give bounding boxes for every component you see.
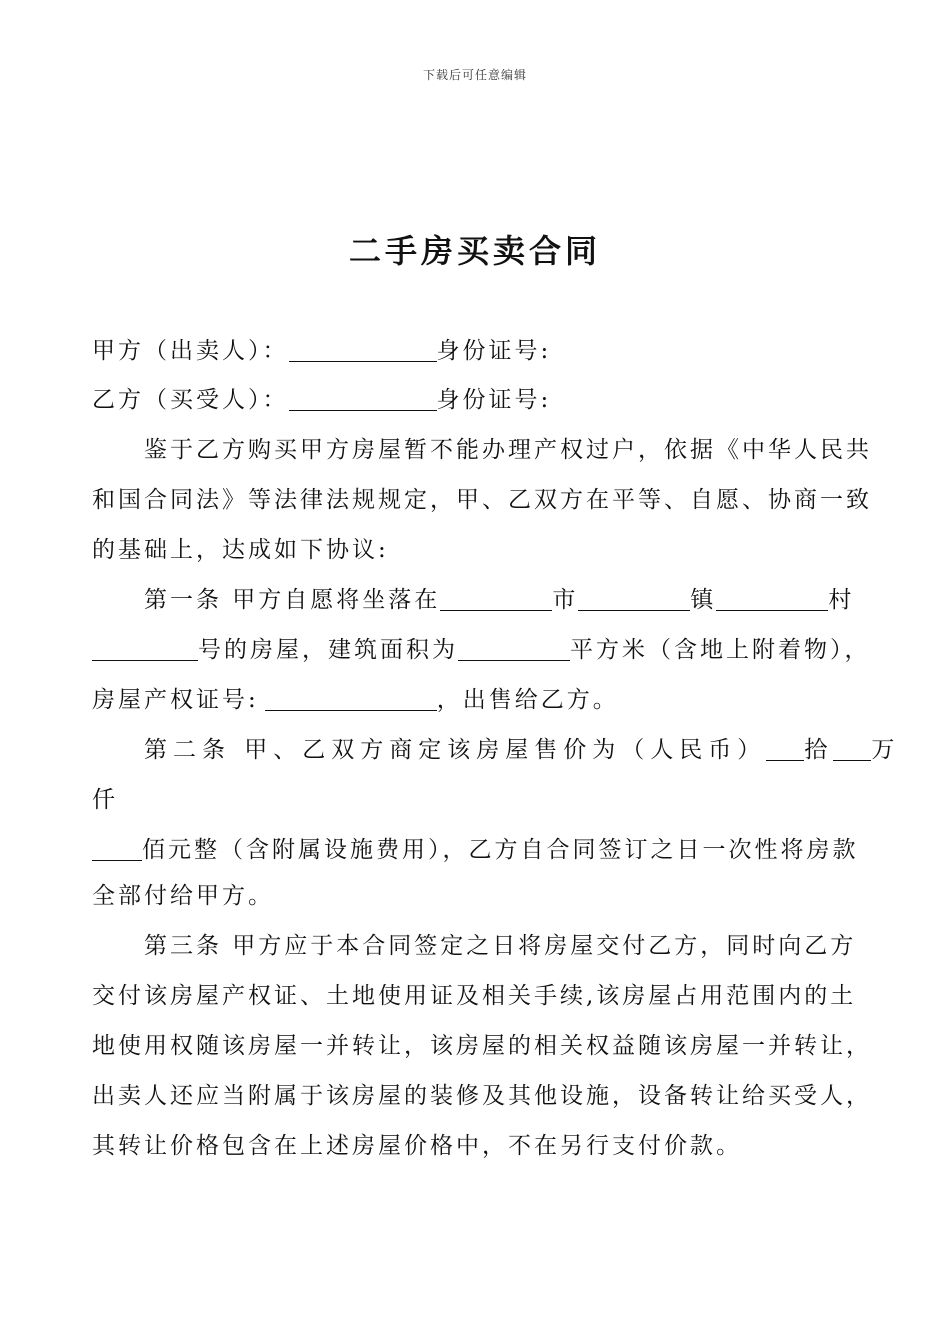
article2-line-2: [92, 780, 872, 820]
preamble-line-2: 和国合同法》等法律法规规定，甲、乙双方在平等、自愿、协商一致: [92, 487, 872, 513]
party-b-name-blank[interactable]: [289, 382, 437, 411]
party-a-name-blank[interactable]: [289, 333, 437, 362]
city-label: 市: [552, 587, 579, 613]
article2-line-1: [144, 730, 901, 770]
preamble-line-1: 鉴于乙方购买甲方房屋暂不能办理产权过户，依据《中华人民共: [144, 437, 872, 463]
price-shi-label: 拾: [804, 737, 834, 763]
party-a-line: [92, 331, 872, 371]
house-number-text: 号的房屋，建筑面积为: [198, 637, 458, 663]
article3-line-5: 其转让价格包含在上述房屋价格中，不在另行支付价款。: [92, 1133, 742, 1159]
party-b-id-label: 身份证号:: [436, 387, 552, 413]
preamble-line-3: 的基础上，达成如下协议:: [92, 537, 389, 563]
article3-line-1: 第三条 甲方应于本合同签定之日将房屋交付乙方，同时向乙方: [144, 933, 857, 959]
article1-line-1: [144, 580, 874, 620]
party-a-id-label: 身份证号:: [436, 338, 552, 364]
article3-line-3: 地使用权随该房屋一并转让，该房屋的相关权益随该房屋一并转让，: [92, 1033, 872, 1059]
price-wan-label: 万: [871, 737, 901, 763]
village-blank[interactable]: [716, 582, 828, 611]
city-blank[interactable]: [440, 582, 552, 611]
town-label: 镇: [690, 587, 717, 613]
price-bai-text: 佰元整（含附属设施费用），乙方自合同签订之日一次性将房款: [142, 837, 859, 863]
party-a-label: 甲方（出卖人）：: [92, 338, 289, 364]
document-title: 二手房买卖合同: [348, 232, 601, 270]
article2-line-4: 全部付给甲方。: [92, 883, 274, 909]
article1-intro: 第一条 甲方自愿将坐落在: [144, 587, 441, 613]
cert-number-blank[interactable]: [265, 682, 437, 711]
price-bai-blank[interactable]: [92, 832, 142, 861]
area-text: 平方米（含地上附着物），: [570, 637, 871, 663]
article3-line-2: 交付该房屋产权证、土地使用证及相关手续,该房屋占用范围内的土: [92, 983, 857, 1009]
price-qian-label: 仟: [92, 787, 118, 813]
price-wan-blank[interactable]: [833, 732, 871, 761]
header-note: 下载后可任意编辑: [422, 68, 527, 82]
article1-line-3: [92, 680, 872, 720]
article2-line-3: [92, 830, 872, 870]
article2-intro: 第二条 甲、乙双方商定该房屋售价为（人民币）: [144, 737, 767, 763]
article3-line-4: 出卖人还应当附属于该房屋的装修及其他设施，设备转让给买受人，: [92, 1083, 872, 1109]
party-b-line: [92, 380, 872, 420]
party-b-label: 乙方（买受人）：: [92, 387, 289, 413]
price-shi-blank[interactable]: [766, 732, 804, 761]
article1-line-2: [92, 630, 872, 670]
cert-label: 房屋产权证号:: [92, 687, 259, 713]
sold-text: ，出售给乙方。: [436, 687, 619, 713]
village-label: 村: [828, 587, 855, 613]
town-blank[interactable]: [578, 582, 690, 611]
house-number-blank[interactable]: [92, 632, 198, 661]
area-blank[interactable]: [458, 632, 570, 661]
